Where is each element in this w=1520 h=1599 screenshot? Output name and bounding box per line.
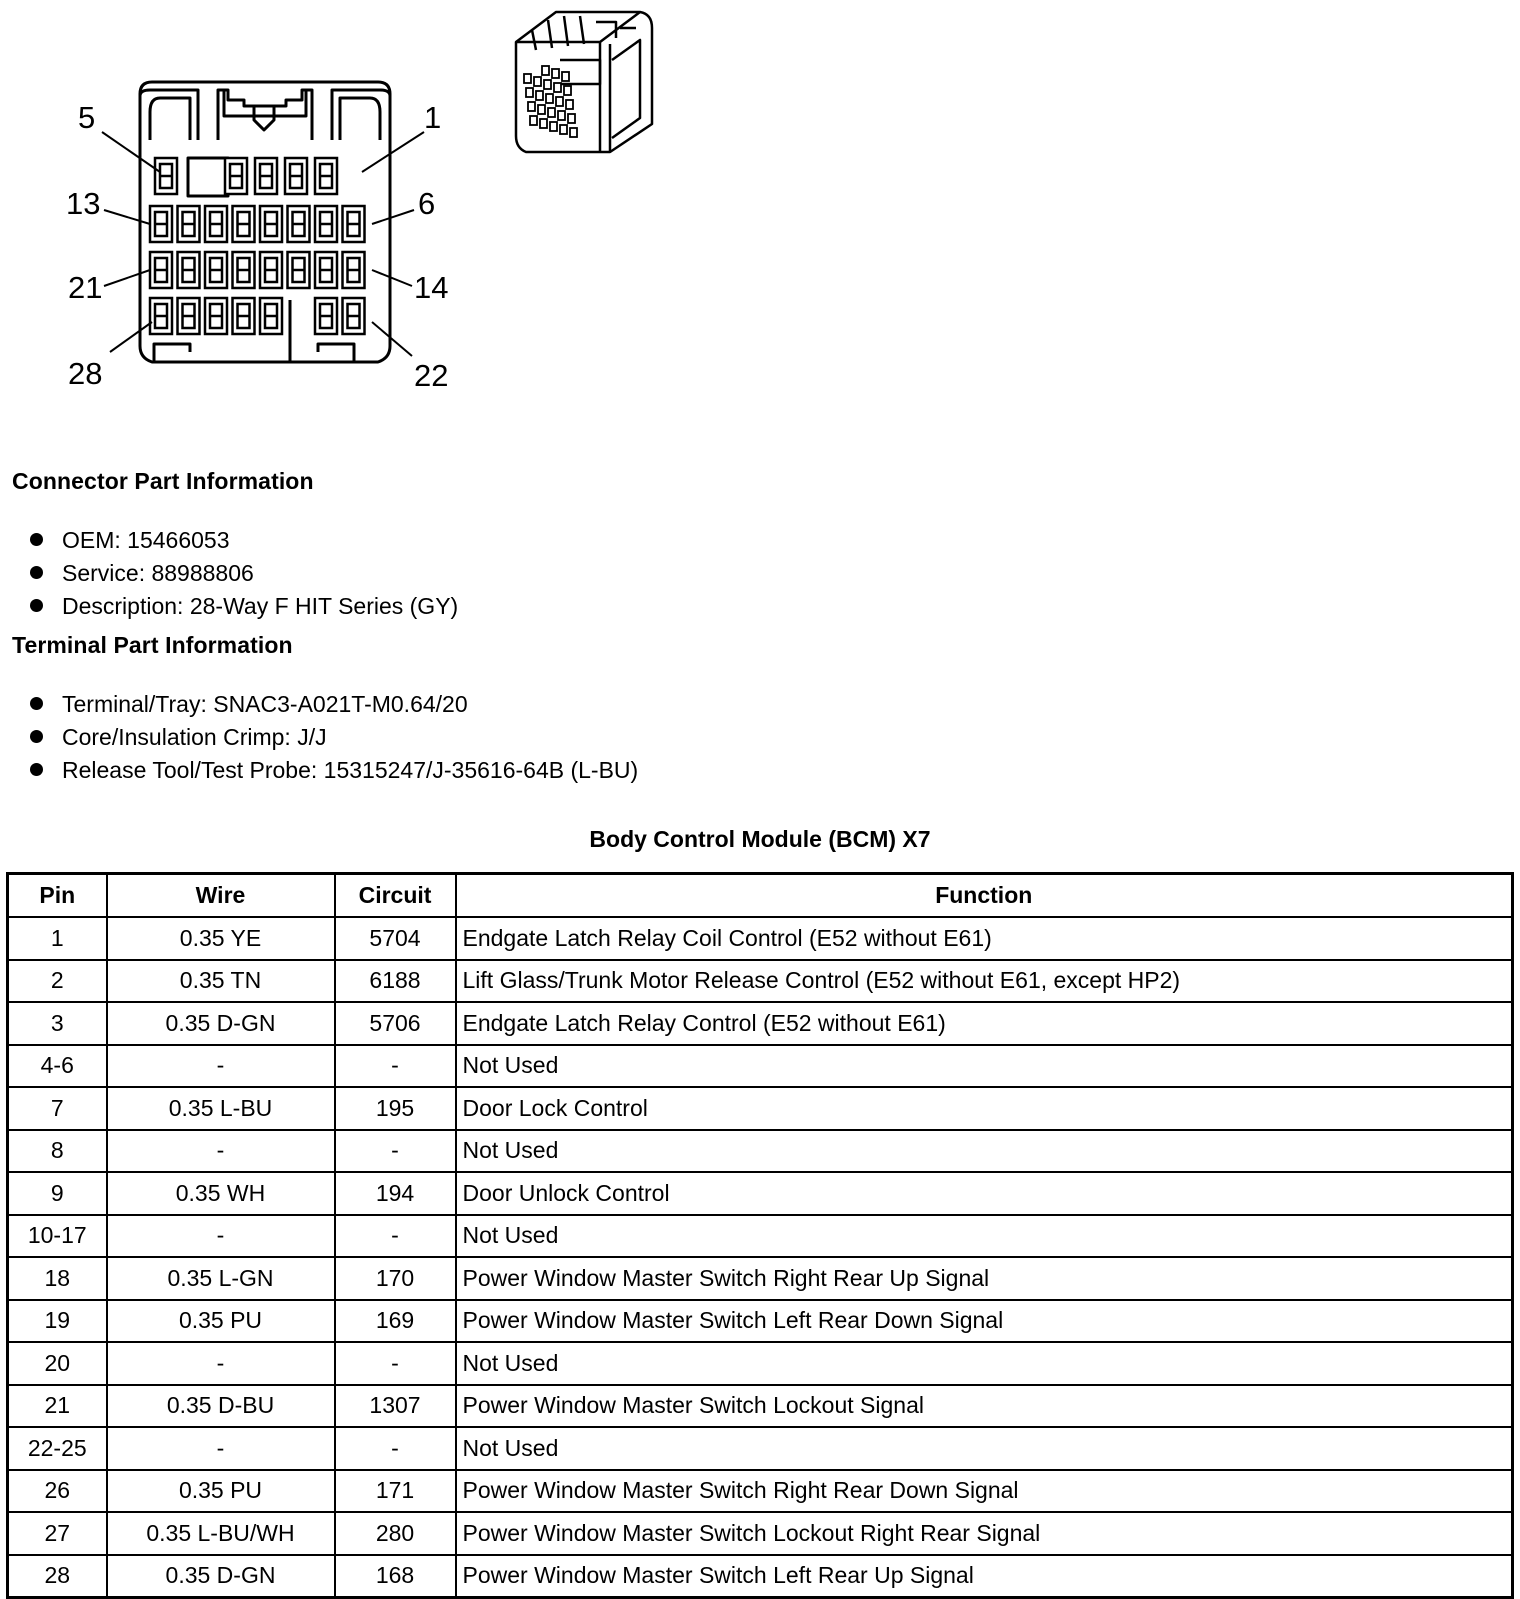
cell-wire: - [107,1427,335,1470]
list-item-text: Release Tool/Test Probe: 15315247/J-35616-64B (L-BU) [62,757,639,783]
icon-cell [554,83,561,92]
cell-pin: 4-6 [8,1045,107,1088]
icon-cell [542,66,549,75]
cell-pin: 20 [8,1342,107,1385]
cell-circuit: - [335,1215,456,1258]
table-row [8,1470,1513,1513]
cell-function: Endgate Latch Relay Control (E52 without E61) [456,1002,1513,1045]
icon-cell [550,122,557,131]
bullet-icon [30,533,43,546]
cell-pin: 26 [8,1470,107,1513]
cell-wire: 0.35 L-GN [107,1257,335,1300]
pin-label-5: 5 [78,100,96,135]
cell-circuit: 5704 [335,917,456,960]
icon-cell [566,100,573,109]
cell-pin: 18 [8,1257,107,1300]
cell-function: Power Window Master Switch Lockout Right Rear Signal [456,1512,1513,1555]
icon-cell [552,69,559,78]
pin-label-1: 1 [424,100,442,135]
list-item-text: Description: 28-Way F HIT Series (GY) [62,593,459,619]
cell-pin: 27 [8,1512,107,1555]
table-row [8,960,1513,1003]
list-item [30,688,638,721]
table-row [8,1342,1513,1385]
cell-function: Power Window Master Switch Left Rear Up Signal [456,1555,1513,1598]
header-pin: Pin [8,874,107,918]
cell-function: Not Used [456,1045,1513,1088]
cell-circuit: 5706 [335,1002,456,1045]
bullet-icon [30,697,43,710]
icon-cell [530,116,537,125]
cell-pin: 7 [8,1087,107,1130]
connector-diagram [0,0,700,420]
pin-label-21: 21 [68,270,103,305]
pin-label-6: 6 [418,186,436,221]
cell-wire: 0.35 TN [107,960,335,1003]
icon-cell [568,114,575,123]
cell-function: Power Window Master Switch Right Rear Up Signal [456,1257,1513,1300]
cell-pin: 10-17 [8,1215,107,1258]
icon-cell [548,108,555,117]
icon-cell [536,91,543,100]
cell-pin: 1 [8,917,107,960]
list-item [30,524,458,557]
icon-cell [564,86,571,95]
icon-cell [544,80,551,89]
header-function: Function [456,874,1513,918]
bullet-icon [30,730,43,743]
cell-wire: 0.35 L-BU/WH [107,1512,335,1555]
bullet-icon [30,763,43,776]
cell-function: Not Used [456,1130,1513,1173]
list-item [30,754,638,787]
cell-pin: 8 [8,1130,107,1173]
table-row [8,1385,1513,1428]
cell-function: Power Window Master Switch Right Rear Down Signal [456,1470,1513,1513]
cell-wire: 0.35 L-BU [107,1087,335,1130]
icon-cell [562,72,569,81]
cell-wire: - [107,1215,335,1258]
list-item-text: Service: 88988806 [62,560,254,586]
table-row [8,1002,1513,1045]
terminal-part-info-list [30,688,638,787]
icon-cell [560,125,567,134]
list-item-text: Core/Insulation Crimp: J/J [62,724,327,750]
icon-cell [556,97,563,106]
cell-function: Not Used [456,1215,1513,1258]
cell-function: Endgate Latch Relay Coil Control (E52 without E61) [456,917,1513,960]
bullet-icon [30,599,43,612]
pin-label-14: 14 [414,270,449,305]
cell-circuit: - [335,1342,456,1385]
table-row [8,1130,1513,1173]
table-row [8,1215,1513,1258]
cell-pin: 28 [8,1555,107,1598]
cell-pin: 22-25 [8,1427,107,1470]
bullet-icon [30,566,43,579]
cell-pin: 19 [8,1300,107,1343]
cell-pin: 2 [8,960,107,1003]
table-row [8,1172,1513,1215]
cell-circuit: - [335,1427,456,1470]
connector-part-info-heading: Connector Part Information [12,468,314,494]
cell-function: Power Window Master Switch Lockout Signal [456,1385,1513,1428]
cell-circuit: 1307 [335,1385,456,1428]
pin-label-13: 13 [66,186,101,221]
list-item-text: OEM: 15466053 [62,527,230,553]
table-row [8,1087,1513,1130]
cell-circuit: 194 [335,1172,456,1215]
icon-cell [526,88,533,97]
cell-wire: 0.35 PU [107,1470,335,1513]
cell-function: Lift Glass/Trunk Motor Release Control (E52 without E61, except HP2) [456,960,1513,1003]
cell-function: Door Unlock Control [456,1172,1513,1215]
cell-circuit: - [335,1045,456,1088]
cell-wire: - [107,1045,335,1088]
table-row [8,1045,1513,1088]
cell-circuit: 169 [335,1300,456,1343]
cell-circuit: 171 [335,1470,456,1513]
table-row [8,1427,1513,1470]
table-header-row [8,874,1513,918]
table-row [8,1257,1513,1300]
cell-function: Not Used [456,1427,1513,1470]
cell-wire: 0.35 D-BU [107,1385,335,1428]
cell-circuit: 168 [335,1555,456,1598]
icon-cell [540,119,547,128]
cell-pin: 9 [8,1172,107,1215]
cell-circuit: 280 [335,1512,456,1555]
pin-label-28: 28 [68,356,103,391]
connector-part-info-list [30,524,458,623]
cell-wire: 0.35 WH [107,1172,335,1215]
list-item [30,721,638,754]
cell-wire: 0.35 D-GN [107,1555,335,1598]
icon-cell [524,74,531,83]
cell-function: Door Lock Control [456,1087,1513,1130]
icon-cell [546,94,553,103]
cell-function: Power Window Master Switch Left Rear Down Signal [456,1300,1513,1343]
icon-cell [534,77,541,86]
icon-cell [528,102,535,111]
cell-wire: 0.35 D-GN [107,1002,335,1045]
cell-wire: 0.35 YE [107,917,335,960]
pin-label-22: 22 [414,358,449,393]
cell-circuit: 195 [335,1087,456,1130]
table-row [8,1512,1513,1555]
cell-wire: - [107,1130,335,1173]
terminal-part-info-heading: Terminal Part Information [12,632,293,658]
cell-wire: 0.35 PU [107,1300,335,1343]
cell-function: Not Used [456,1342,1513,1385]
cell-wire: - [107,1342,335,1385]
table-title: Body Control Module (BCM) X7 [589,826,931,852]
list-item-text: Terminal/Tray: SNAC3-A021T-M0.64/20 [62,691,468,717]
list-item [30,557,458,590]
cell-pin: 3 [8,1002,107,1045]
header-wire: Wire [107,874,335,918]
list-item [30,590,458,623]
cell-circuit: - [335,1130,456,1173]
cell-circuit: 170 [335,1257,456,1300]
icon-cell [570,128,577,137]
cell-circuit: 6188 [335,960,456,1003]
cell-pin: 21 [8,1385,107,1428]
table-row [8,1300,1513,1343]
pinout-table [6,872,1514,1599]
header-circuit: Circuit [335,874,456,918]
icon-cell [538,105,545,114]
table-row [8,1555,1513,1598]
icon-cell [558,111,565,120]
table-row [8,917,1513,960]
